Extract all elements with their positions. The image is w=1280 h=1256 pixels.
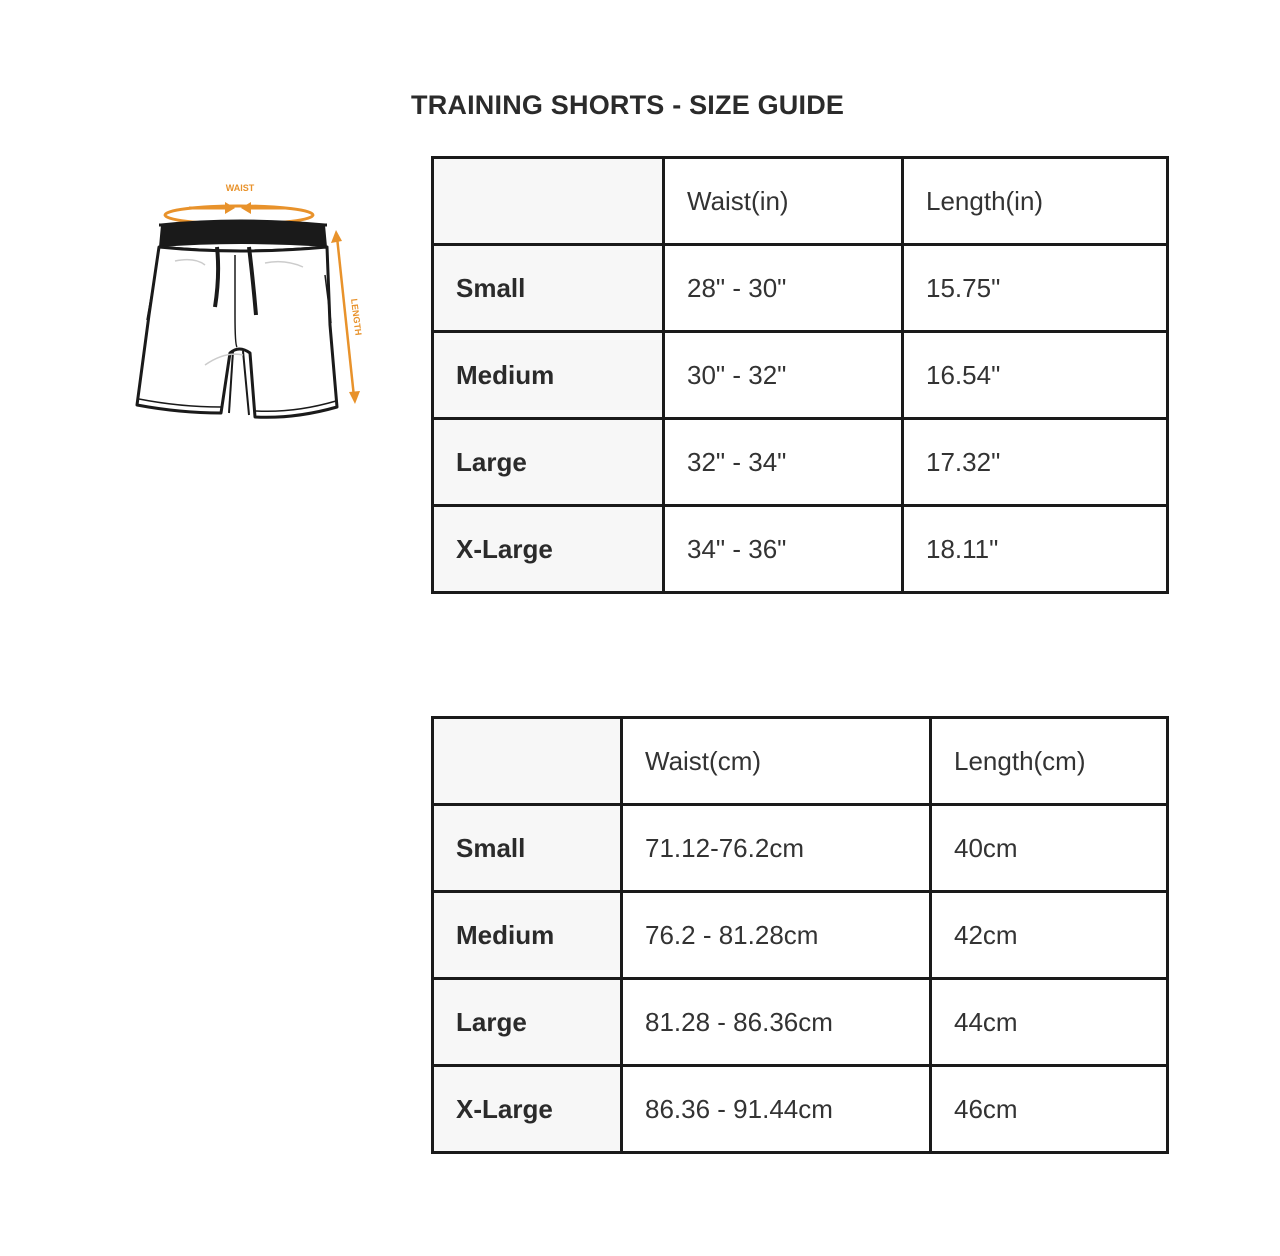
table-row [433, 332, 1168, 419]
length-value: 46cm [931, 1066, 1168, 1153]
size-table-inches [431, 156, 1169, 594]
size-label: X-Large [433, 1066, 622, 1153]
waist-value: 28" - 30" [664, 245, 903, 332]
length-value: 44cm [931, 979, 1168, 1066]
size-table-cm [431, 716, 1169, 1154]
header-cell-empty [433, 158, 664, 245]
size-label: Small [433, 245, 664, 332]
size-label: Large [433, 979, 622, 1066]
waist-value: 32" - 34" [664, 419, 903, 506]
header-cell-waist: Waist(cm) [622, 718, 931, 805]
waist-value: 30" - 32" [664, 332, 903, 419]
length-value: 40cm [931, 805, 1168, 892]
length-value: 42cm [931, 892, 1168, 979]
header-cell-length: Length(in) [903, 158, 1168, 245]
length-label: LENGTH [349, 298, 364, 336]
table-row [433, 506, 1168, 593]
waist-value: 86.36 - 91.44cm [622, 1066, 931, 1153]
header-cell-length: Length(cm) [931, 718, 1168, 805]
page-title: TRAINING SHORTS - SIZE GUIDE [411, 90, 845, 120]
shorts-illustration-icon [125, 175, 375, 430]
waist-value: 71.12-76.2cm [622, 805, 931, 892]
size-label: Medium [433, 892, 622, 979]
length-value: 15.75" [903, 245, 1168, 332]
size-label: X-Large [433, 506, 664, 593]
waist-value: 34" - 36" [664, 506, 903, 593]
table-row [433, 805, 1168, 892]
table-row [433, 245, 1168, 332]
length-value: 18.11" [903, 506, 1168, 593]
table-row [433, 979, 1168, 1066]
length-value: 16.54" [903, 332, 1168, 419]
waist-label: WAIST [225, 183, 255, 193]
table-header-row [433, 718, 1168, 805]
header-cell-empty [433, 718, 622, 805]
waist-value: 76.2 - 81.28cm [622, 892, 931, 979]
table-row [433, 419, 1168, 506]
table-row [433, 892, 1168, 979]
header-cell-waist: Waist(in) [664, 158, 903, 245]
length-value: 17.32" [903, 419, 1168, 506]
size-label: Large [433, 419, 664, 506]
table-row [433, 1066, 1168, 1153]
size-label: Small [433, 805, 622, 892]
table-header-row [433, 158, 1168, 245]
waist-value: 81.28 - 86.36cm [622, 979, 931, 1066]
size-label: Medium [433, 332, 664, 419]
